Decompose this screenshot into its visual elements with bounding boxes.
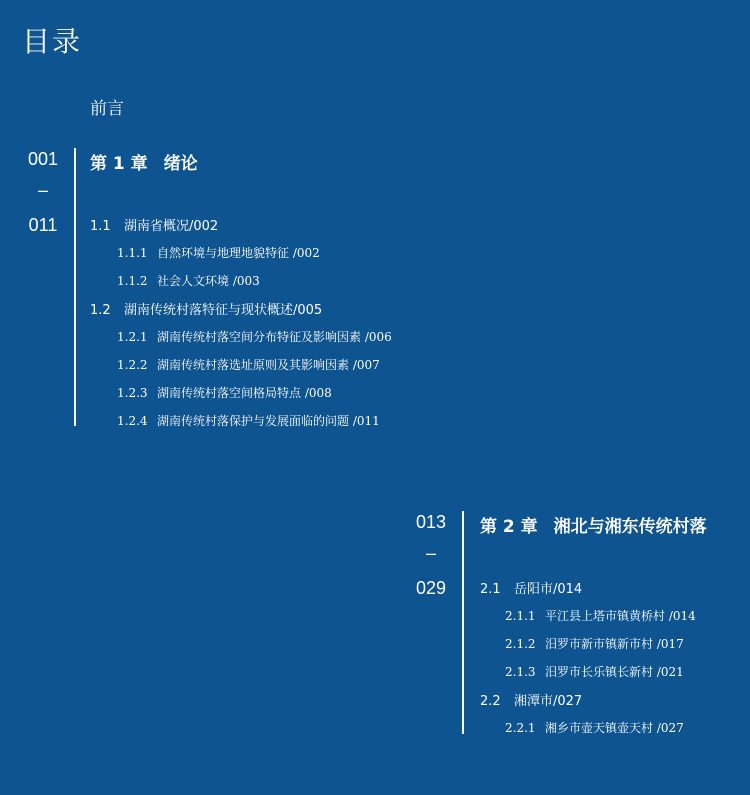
subsection-number: 1.2.1 — [117, 330, 148, 344]
chapter-1-number: 第 1 章 — [90, 154, 148, 174]
subsection-number: 2.1.3 — [505, 665, 536, 679]
subsection-title: 湖南传统村落保护与发展面临的问题 /011 — [157, 414, 380, 428]
section-title: 岳阳市/014 — [514, 582, 583, 597]
toc-entry-2-1-2[interactable] — [505, 635, 684, 652]
toc-entry-1-2[interactable] — [90, 299, 322, 318]
subsection-number: 1.2.3 — [117, 386, 148, 400]
subsection-number: 2.1.2 — [505, 637, 536, 651]
section-number: 1.1 — [90, 219, 111, 234]
subsection-number: 2.2.1 — [505, 721, 536, 735]
toc-entry-1-2-1[interactable] — [117, 328, 392, 345]
toc-entry-1-1-1[interactable] — [117, 244, 320, 261]
subsection-number: 1.2.2 — [117, 358, 148, 372]
subsection-title: 社会人文环境 /003 — [157, 274, 260, 288]
toc-entry-1-2-4[interactable] — [117, 412, 380, 429]
toc-entry-1-2-3[interactable] — [117, 384, 332, 401]
chapter-2-page-dash: – — [425, 543, 436, 563]
section-title: 湖南省概况/002 — [124, 219, 219, 234]
section-title: 湖南传统村落特征与现状概述/005 — [124, 303, 323, 318]
toc-entry-2-2-1[interactable] — [505, 719, 684, 736]
chapter-1-divider — [74, 148, 76, 426]
subsection-number: 2.1.1 — [505, 609, 536, 623]
subsection-title: 汨罗市新市镇新市村 /017 — [545, 637, 684, 651]
chapter-2-name: 湘北与湘东传统村落 — [553, 517, 707, 537]
toc-entry-1-1-2[interactable] — [117, 272, 260, 289]
subsection-title: 湖南传统村落选址原则及其影响因素 /007 — [157, 358, 380, 372]
chapter-2-heading[interactable] — [480, 512, 707, 537]
subsection-number: 1.1.2 — [117, 274, 148, 288]
toc-entry-2-2[interactable] — [480, 690, 582, 709]
subsection-title: 湖南传统村落空间格局特点 /008 — [157, 386, 332, 400]
subsection-title: 平江县上塔市镇黄桥村 /014 — [545, 609, 696, 623]
subsection-number: 1.1.1 — [117, 246, 148, 260]
chapter-2-number: 第 2 章 — [480, 517, 538, 537]
chapter-1-name: 绪论 — [163, 154, 198, 174]
subsection-title: 自然环境与地理地貌特征 /002 — [157, 246, 320, 260]
toc-entry-1-2-2[interactable] — [117, 356, 380, 373]
chapter-2-page-start: 013 — [415, 512, 447, 532]
toc-entry-2-1-1[interactable] — [505, 607, 696, 624]
section-number: 1.2 — [90, 303, 111, 318]
page-title: 目录 — [22, 25, 83, 58]
section-number: 2.1 — [480, 582, 501, 597]
chapter-1-page-dash: – — [37, 180, 48, 200]
subsection-number: 1.2.4 — [117, 414, 148, 428]
preface-entry[interactable]: 前言 — [90, 99, 124, 119]
section-title: 湘潭市/027 — [514, 694, 583, 709]
toc-entry-2-1[interactable] — [480, 578, 582, 597]
subsection-title: 湘乡市壶天镇壶天村 /027 — [545, 721, 684, 735]
section-number: 2.2 — [480, 694, 501, 709]
toc-entry-2-1-3[interactable] — [505, 663, 684, 680]
chapter-1-page-start: 001 — [27, 149, 59, 169]
chapter-1-page-end: 011 — [28, 215, 58, 235]
toc-entry-1-1[interactable] — [90, 215, 218, 234]
chapter-1-heading[interactable] — [90, 149, 198, 174]
subsection-title: 湖南传统村落空间分布特征及影响因素 /006 — [157, 330, 392, 344]
subsection-title: 汨罗市长乐镇长新村 /021 — [545, 665, 684, 679]
chapter-2-page-end: 029 — [415, 578, 447, 598]
chapter-2-divider — [462, 511, 464, 734]
